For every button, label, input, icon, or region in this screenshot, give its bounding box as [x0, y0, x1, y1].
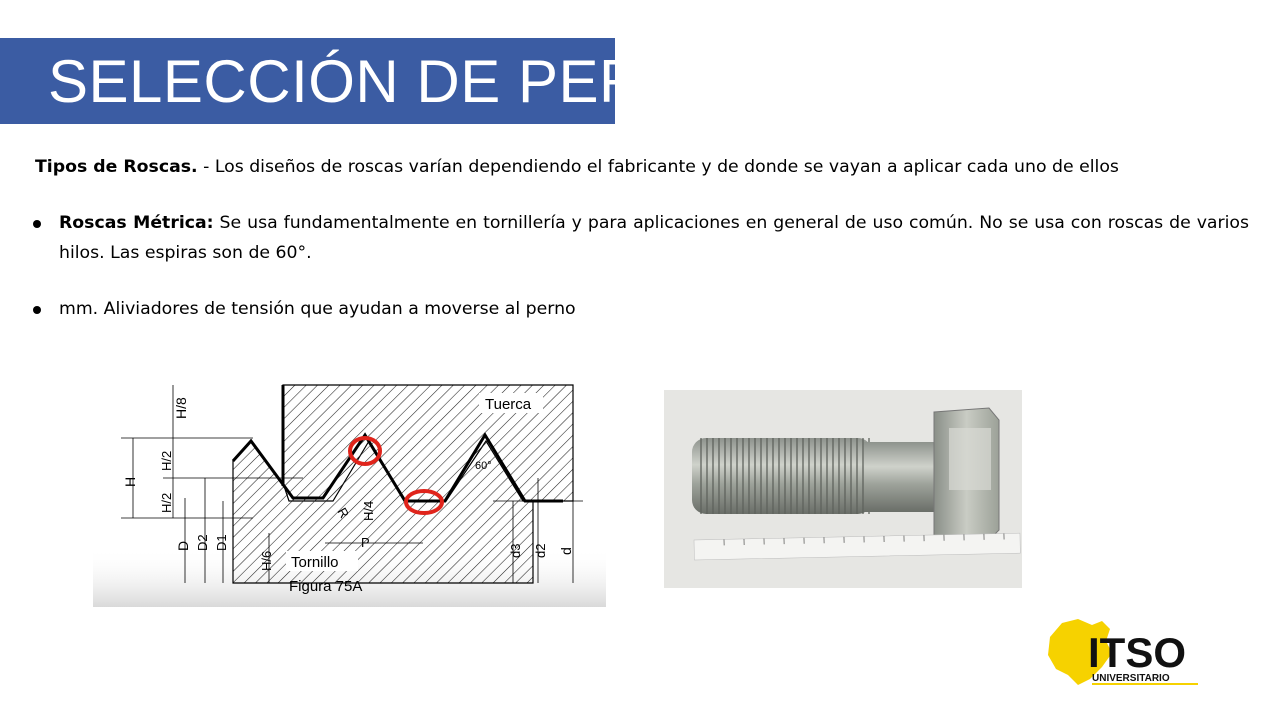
label-d2-upper: D2: [195, 534, 210, 551]
intro-bold: Tipos de Roscas.: [35, 157, 198, 177]
label-h4: H/4: [361, 500, 376, 521]
bullet-item: [35, 208, 1249, 268]
intro-paragraph: [35, 152, 1225, 182]
label-d-upper: D: [175, 540, 191, 551]
slide-title: SELECCIÓN DE PERNOS: [48, 48, 775, 115]
bullet-text: Se usa fundamentalmente en tornillería y para aplicaciones en general de uso común. No se usa con roscas de varios hilos. Las espiras son de 60°.: [59, 213, 1249, 263]
logo-text: ITSO: [1088, 629, 1187, 676]
logo-subtext: UNIVERSITARIO: [1092, 673, 1170, 684]
label-d: d: [558, 547, 574, 555]
label-h8: H/8: [173, 397, 189, 419]
label-tornillo: Tornillo: [291, 554, 339, 571]
label-r: R: [334, 505, 353, 521]
label-angle: 60°: [475, 460, 492, 472]
label-d1-upper: D1: [214, 534, 229, 551]
label-p: P: [361, 535, 370, 550]
label-tuerca: Tuerca: [485, 396, 532, 413]
thread-diagram: [93, 383, 606, 607]
itso-logo: [1040, 615, 1220, 690]
title-bar: [0, 38, 775, 124]
bullet-dot-icon: [33, 306, 41, 314]
bullet-item: [35, 294, 1249, 324]
bolt-photo: [664, 390, 1022, 588]
bullet-dot-icon: [33, 220, 41, 228]
label-h6: H/6: [259, 550, 274, 571]
label-figura: Figura 75A: [289, 578, 363, 595]
label-d2: d2: [533, 543, 548, 558]
label-h2-bottom: H/2: [159, 492, 174, 513]
label-d3: d3: [508, 543, 523, 558]
bullet-bold: Roscas Métrica:: [59, 213, 214, 233]
bullet-text: mm. Aliviadores de tensión que ayudan a moverse al perno: [59, 299, 576, 319]
label-h: H: [122, 476, 138, 487]
intro-text: - Los diseños de roscas varían dependiendo el fabricante y de donde se vayan a aplicar cada uno de ellos: [197, 157, 1119, 177]
label-h2-top: H/2: [159, 450, 174, 471]
